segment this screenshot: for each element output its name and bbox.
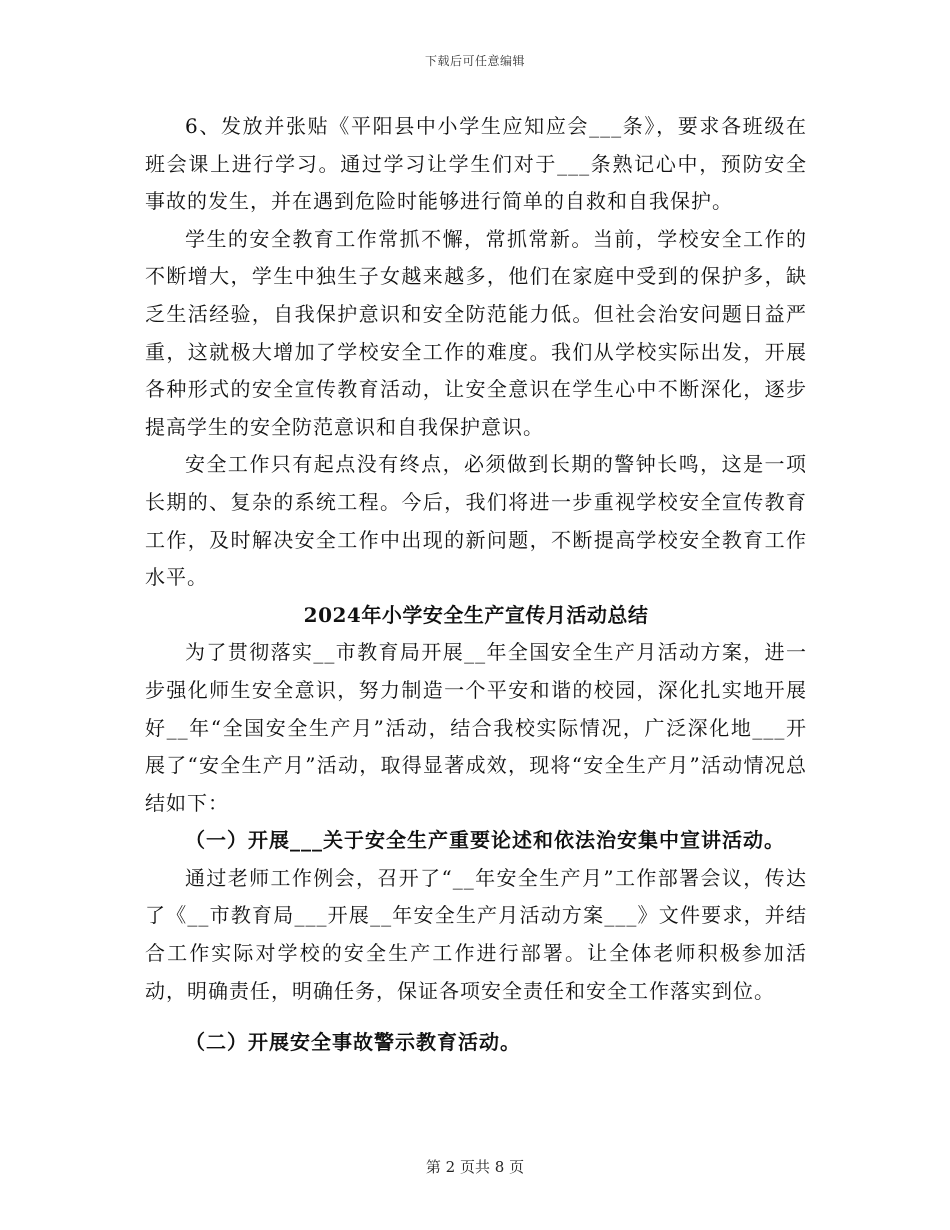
paragraph-long-term-work: 安全工作只有起点没有终点，必须做到长期的警钟长鸣，这是一项长期的、复杂的系统工程。今后，我们将进一步重视学校安全宣传教育工作，及时解决安全工作中出现的新问题，不断提高学校安全教育工作水平。 <box>145 452 807 590</box>
header-note: 下载后可任意编辑 <box>424 54 525 68</box>
document-body <box>145 108 807 1062</box>
section-title: 2024年小学安全生产宣传月活动总结 <box>303 602 649 627</box>
paragraph-meeting: 通过老师工作例会，召开了“__年安全生产月”工作部署会议，传达了《__市教育局___开展__年安全生产月活动方案___》文件要求，并结合工作实际对学校的安全生产工作进行部署。让全体老师积极参加活动，明确责任，明确任务，保证各项安全责任和安全工作落实到位。 <box>145 865 807 1003</box>
subheading-one: （一）开展___关于安全生产重要论述和依法治安集中宣讲活动。 <box>185 828 785 853</box>
paragraph-introduction: 为了贯彻落实__市教育局开展__年全国安全生产月活动方案，进一步强化师生安全意识，努力制造一个平安和谐的校园，深化扎实地开展好__年“全国安全生产月”活动，结合我校实际情况，广泛深化地___开展了“安全生产月”活动，取得显著成效，现将“安全生产月”活动情况总结如下： <box>145 640 807 815</box>
paragraph-safety-education: 学生的安全教育工作常抓不懈，常抓常新。当前，学校安全工作的不断增大，学生中独生子女越来越多，他们在家庭中受到的保护多，缺乏生活经验，自我保护意识和安全防范能力低。但社会治安问题日益严重，这就极大增加了学校安全工作的难度。我们从学校实际出发，开展各种形式的安全宣传教育活动，让安全意识在学生心中不断深化，逐步提高学生的安全防范意识和自我保护意识。 <box>145 226 807 439</box>
paragraph-safety-rules: 6、发放并张贴《平阳县中小学生应知应会___条》，要求各班级在班会课上进行学习。通过学习让学生们对于___条熟记心中，预防安全事故的发生，并在遇到危险时能够进行简单的自救和自我保护。 <box>145 114 807 214</box>
page-number: 第 2 页共 8 页 <box>425 1158 525 1176</box>
subheading-two: （二）开展安全事故警示教育活动。 <box>185 1030 521 1055</box>
